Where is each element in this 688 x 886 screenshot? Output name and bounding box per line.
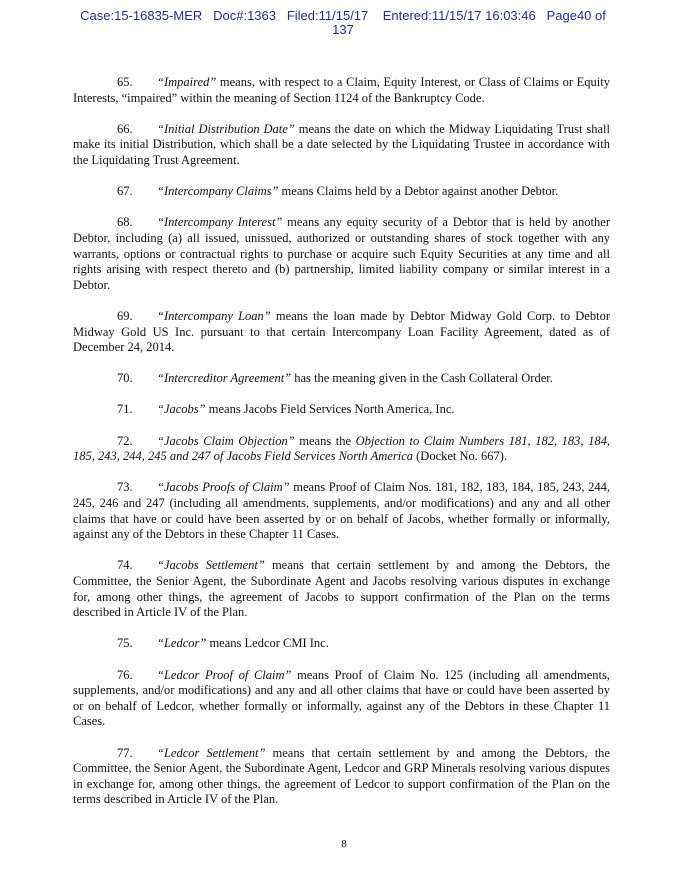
court-filing-header: [60, 9, 626, 37]
definition-67: [73, 184, 610, 200]
paragraph-number: 65.: [117, 75, 133, 89]
definition-text: means Jacobs Field Services North America, Inc.: [205, 402, 455, 417]
document-body: [73, 75, 610, 824]
defined-term: “Intercreditor Agreement”: [157, 371, 292, 386]
docket-reference: (Docket No. 667).: [413, 449, 508, 464]
definition-text: means Proof of Claim Nos. 181, 182, 183, 184, 185, 243, 244, 245, 246 and 247 (including all amendments, supplements, and/or modifications) and any and all other claims that have or could have been asserted by or on behalf of Jacobs, whether formally or informally, against any of the Debtors in these Chapter 11 Cases.: [73, 480, 610, 542]
page-number: 8: [341, 838, 347, 850]
definition-76: [73, 668, 610, 730]
definition-68: [73, 215, 610, 293]
paragraph-number: 73.: [117, 480, 133, 495]
defined-term: “Ledcor”: [157, 636, 207, 651]
defined-term: “Jacobs”: [157, 402, 206, 417]
defined-term: “Jacobs Proofs of Claim”: [157, 480, 290, 495]
definition-74: [73, 558, 610, 620]
definition-73: [73, 480, 610, 542]
definition-text: means that certain settlement by and among the Debtors, the Committee, the Senior Agent, the Subordinate Agent, Ledcor and GRP Minerals resolving various disputes in exchange for, among other things, the agreement of Ledcor to support confirmation of the Plan on the terms described in Article IV of the Plan.: [73, 745, 610, 807]
docket-number: Doc#:1363: [213, 8, 276, 23]
definition-70: [73, 371, 610, 387]
definition-text: means the date on which the Midway Liquidating Trust shall make its initial Distribution, which shall be a date selected by the Liquidating Trustee in accordance with the Liquidating Trust Agreement.: [73, 121, 610, 167]
definition-text: means Proof of Claim No. 125 (including all amendments, supplements, and/or modifications) and any and all other claims that have or could have been asserted by or on behalf of Ledcor, whether formally or informally, against any of the Debtors in these Chapter 11 Cases.: [73, 667, 610, 729]
paragraph-number: 72.: [117, 433, 133, 448]
definition-65: [73, 75, 610, 106]
paragraph-number: 75.: [117, 636, 133, 651]
page-total: 137: [332, 22, 354, 37]
paragraph-number: 69.: [117, 308, 133, 323]
definition-75: [73, 636, 610, 652]
paragraph-number: 67.: [117, 184, 133, 199]
defined-term: “Intercompany Claims”: [157, 184, 279, 199]
definition-text: means any equity security of a Debtor that is held by another Debtor, including (a) all issued, unissued, authorized or outstanding shares of stock together with any warrants, options or contractual rights to purchase or acquire such Equity Securities at any time and all rights arising with respect thereto and (b) partnership, limited liability company or similar interest in a Debtor.: [73, 215, 610, 292]
paragraph-number: 71.: [117, 402, 133, 417]
paragraph-number: 66.: [117, 121, 133, 136]
entered-date: Entered:11/15/17 16:03:46: [382, 8, 536, 23]
paragraph-number: 76.: [117, 667, 133, 682]
page-of: Page40 of: [546, 8, 606, 23]
objection-title: Objection to Claim Numbers 181, 182, 183, 184, 185, 243, 244, 245 and 247 of Jacobs Field Services North America: [73, 433, 610, 464]
definition-69: [73, 309, 610, 356]
paragraph-number: 70.: [117, 371, 133, 386]
defined-term: “Ledcor Settlement”: [157, 745, 266, 760]
definition-text: means the loan made by Debtor Midway Gold Corp. to Debtor Midway Gold US Inc. pursuant to that certain Intercompany Loan Facility Agreement, dated as of December 24, 2014.: [73, 308, 610, 355]
definition-text: means Claims held by a Debtor against another Debtor.: [278, 184, 559, 199]
filed-date: Filed:11/15/17: [286, 8, 369, 23]
definition-text: has the meaning given in the Cash Collateral Order.: [291, 371, 553, 386]
paragraph-number: 74.: [117, 558, 133, 573]
paragraph-number: 68.: [117, 215, 133, 230]
defined-term: “Jacobs Settlement”: [157, 558, 265, 573]
defined-term: “Ledcor Proof of Claim”: [157, 667, 292, 682]
defined-term: “Initial Distribution Date”: [157, 121, 295, 136]
definition-77: [73, 746, 610, 808]
definition-text: means that certain settlement by and among the Debtors, the Committee, the Senior Agent, the Subordinate Agent and Jacobs resolving various disputes in exchange for, among other things, the agreement of Jacobs to support confirmation of the Plan on the terms described in Article IV of the Plan.: [73, 558, 610, 620]
paragraph-number: 77.: [117, 745, 133, 760]
defined-term: “Intercompany Interest”: [157, 215, 283, 230]
definition-72: [73, 434, 610, 465]
definition-text: means the: [294, 433, 356, 448]
defined-term: “Impaired”: [157, 75, 217, 89]
defined-term: “Intercompany Loan”: [157, 308, 271, 323]
definition-71: [73, 402, 610, 418]
defined-term: “Jacobs Claim Objection”: [157, 433, 295, 448]
case-number: Case:15-16835-MER: [80, 8, 203, 23]
definition-text: means, with respect to a Claim, Equity Interest, or Class of Claims or Equity Interests, “impaired” within the meaning of Section 1124 of the Bankruptcy Code.: [73, 75, 610, 105]
definition-text: means Ledcor CMI Inc.: [206, 636, 329, 651]
definition-66: [73, 122, 610, 169]
